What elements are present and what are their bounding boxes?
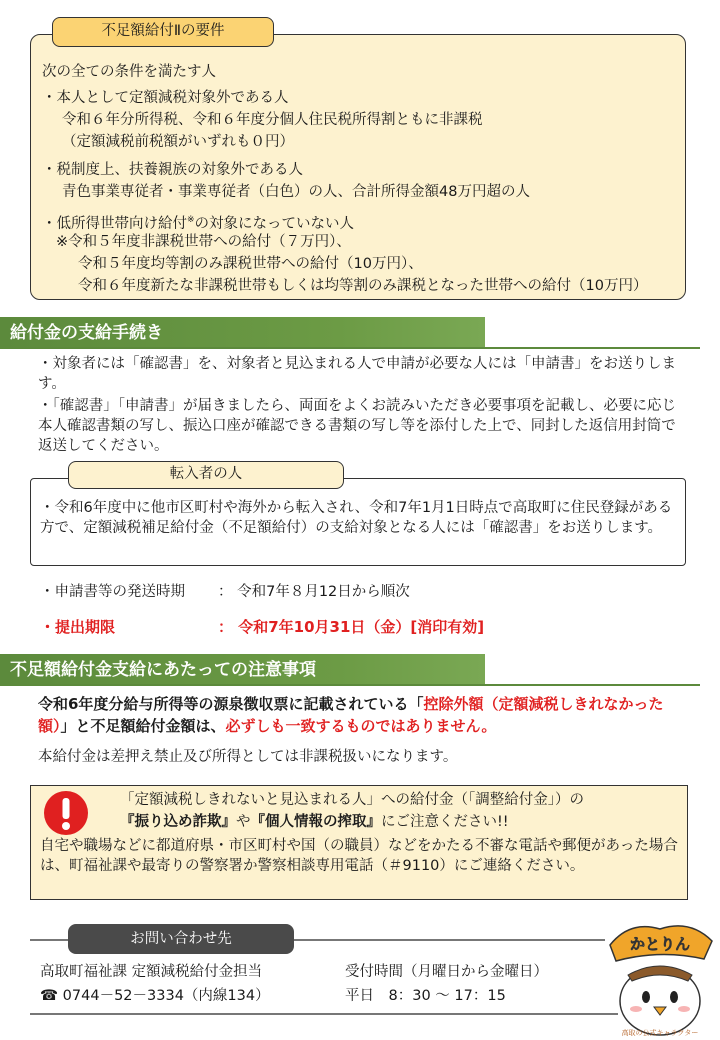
- requirement-item-3: ・低所得世帯向け給付※の対象になっていない人: [42, 215, 355, 232]
- section-divider: [0, 347, 700, 349]
- mascot-caption: 高取の公式キャラクター: [621, 1029, 699, 1037]
- procedure-paragraph-1: ・対象者には「確認書」を、対象者と見込まれる人で申請が必要な人には「申請書」をお送りします。: [38, 356, 676, 392]
- send-period-value: ： 令和7年８月12日から順次: [218, 584, 410, 600]
- contact-phone: ☎ 0744－52－3334（内線134）: [40, 988, 270, 1004]
- notes-plain: 本給付金は差押え禁止及び所得としては非課税扱いになります。: [38, 749, 458, 765]
- requirements-intro: 次の全ての条件を満たす人: [42, 64, 216, 80]
- contact-divider: [30, 1013, 618, 1015]
- requirement-item-1-detail: （定額減税前税額がいずれも０円）: [62, 134, 294, 150]
- contact-dept: 高取町福祉課 定額減税給付金担当: [40, 964, 263, 980]
- requirement-item-2: ・税制度上、扶養親族の対象外である人: [42, 162, 303, 178]
- exclamation-icon: [42, 789, 90, 837]
- contact-hours-label: 受付時間（月曜日から金曜日）: [345, 964, 548, 980]
- procedure-header: 給付金の支給手続き: [0, 317, 485, 349]
- requirement-item-3-detail: 令和５年度均等割のみ課税世帯への給付（10万円）、: [78, 256, 423, 272]
- contact-hours: 平日 8：30 〜 17：15: [345, 988, 506, 1004]
- tennyu-text: ・令和6年度中に他市区町村や海外から転入され、令和7年1月1日時点で高取町に住民登録がある方で、定額減税補足給付金（不足額給付）の支給対象となる人には「確認書」をお送りします。: [40, 500, 673, 536]
- deadline-value: ： 令和7年10月31日（金）[消印有効]: [218, 618, 485, 636]
- requirements-title: 不足額給付Ⅱの要件: [52, 17, 274, 47]
- warning-line-2: 『振り込め詐欺』や『個人情報の搾取』にご注意ください!!: [120, 814, 509, 830]
- requirement-item-2-detail: 青色事業専従者・事業専従者（白色）の人、合計所得金額48万円超の人: [62, 184, 530, 200]
- requirement-item-3-detail: ※令和５年度非課税世帯への給付（７万円）、: [56, 234, 351, 250]
- notes-important: 令和6年度分給与所得等の源泉徴収票に記載されている「控除外額（定額減税しきれなかった額）」と不足額給付金額は、必ずしも一致するものではありません。: [38, 695, 664, 735]
- deadline-label: ・提出期限: [40, 618, 116, 636]
- mascot-name: かとりん: [629, 935, 691, 953]
- warning-line-1: 「定額減税しきれないと見込まれる人」への給付金（「調整給付金」）の: [120, 792, 584, 808]
- section-divider: [0, 684, 700, 686]
- notes-header: 不足額給付金支給にあたっての注意事項: [0, 654, 485, 686]
- requirement-item-3-detail: 令和６年度新たな非課税世帯もしくは均等割のみ課税となった世帯への給付（10万円）: [78, 278, 648, 294]
- requirement-item-1: ・本人として定額減税対象外である人: [42, 90, 289, 106]
- requirement-item-1-detail: 令和６年分所得税、令和６年度分個人住民税所得割ともに非課税: [62, 112, 483, 128]
- mascot-illustration: [600, 915, 720, 1040]
- contact-title: お問い合わせ先: [68, 924, 294, 954]
- send-period-label: ・申請書等の発送時期: [40, 584, 185, 600]
- warning-body: 自宅や職場などに都道府県・市区町村や国（の職員）などをかたる不審な電話や郵便があった場合は、町福祉課や最寄りの警察署か警察相談専用電話（＃9110）にご連絡ください。: [40, 838, 678, 874]
- procedure-paragraph-2: ・「確認書」「申請書」が届きましたら、両面をよくお読みいただき必要事項を記載し、必要に応じ本人確認書類の写し、振込口座が確認できる書類の写し等を添付した上で、同封した返信用封筒で返送してください。: [38, 398, 676, 454]
- tennyu-title: 転入者の人: [68, 461, 344, 489]
